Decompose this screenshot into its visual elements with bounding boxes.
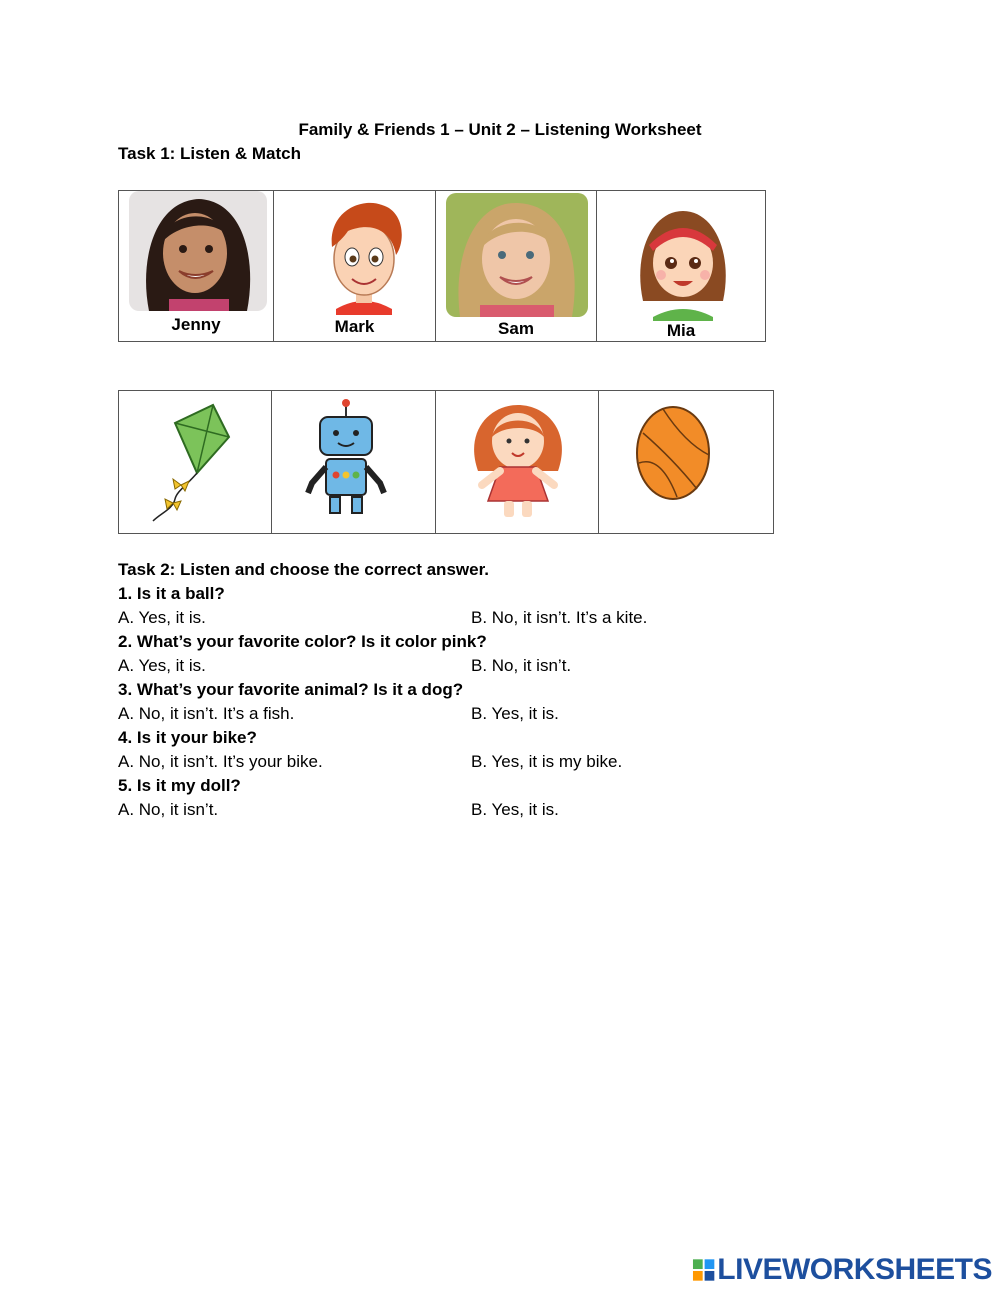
question-2: 2. What’s your favorite color? Is it color pink? xyxy=(118,632,487,651)
logo-text: LIVEWORKSHEETS xyxy=(717,1253,992,1286)
person-cell-jenny[interactable] xyxy=(119,191,274,342)
toy-cell-robot[interactable] xyxy=(272,391,436,534)
option-a[interactable]: A. Yes, it is. xyxy=(118,608,206,627)
option-b[interactable]: B. Yes, it is my bike. xyxy=(471,752,623,771)
option-a[interactable]: A. No, it isn’t. xyxy=(118,800,219,819)
task1-heading: Task 1: Listen & Match xyxy=(118,144,301,163)
question-5: 5. Is it my doll? xyxy=(118,776,241,795)
boy-cartoon-icon xyxy=(322,197,406,315)
option-b[interactable]: B. Yes, it is. xyxy=(471,800,559,819)
option-b[interactable]: B. No, it isn’t. It’s a kite. xyxy=(471,608,648,627)
robot-icon xyxy=(300,397,396,521)
question-1: 1. Is it a ball? xyxy=(118,584,225,603)
girl-cartoon-headband-icon xyxy=(633,205,733,321)
toy-cell-ball[interactable] xyxy=(599,391,774,534)
girl-photo-blonde-icon xyxy=(446,193,588,317)
person-name: Jenny xyxy=(171,315,221,334)
question-4: 4. Is it your bike? xyxy=(118,728,257,747)
option-b[interactable]: B. Yes, it is. xyxy=(471,704,559,723)
kite-icon xyxy=(147,401,233,523)
question-3: 3. What’s your favorite animal? Is it a dog? xyxy=(118,680,464,699)
person-name: Mia xyxy=(666,321,696,340)
person-cell-sam[interactable] xyxy=(436,191,597,342)
girl-photo-dark-hair-icon xyxy=(129,191,267,311)
doll-icon xyxy=(464,401,572,521)
person-name: Mark xyxy=(334,317,375,336)
task2-heading: Task 2: Listen and choose the correct answer. xyxy=(118,560,489,579)
toy-cell-kite[interactable] xyxy=(119,391,272,534)
toy-cell-doll[interactable] xyxy=(436,391,599,534)
logo-blocks-icon xyxy=(692,1258,715,1282)
person-cell-mia[interactable] xyxy=(597,191,766,342)
page-title: Family & Friends 1 – Unit 2 – Listening Worksheet xyxy=(298,120,702,139)
liveworksheets-logo[interactable] xyxy=(692,1252,992,1288)
person-cell-mark[interactable] xyxy=(274,191,436,342)
option-a[interactable]: A. No, it isn’t. It’s a fish. xyxy=(118,704,295,723)
person-name: Sam xyxy=(498,319,534,338)
people-table xyxy=(118,190,766,342)
ball-icon xyxy=(635,403,711,503)
option-b[interactable]: B. No, it isn’t. xyxy=(471,656,572,675)
option-a[interactable]: A. No, it isn’t. It’s your bike. xyxy=(118,752,323,771)
toys-table xyxy=(118,390,774,534)
option-a[interactable]: A. Yes, it is. xyxy=(118,656,206,675)
